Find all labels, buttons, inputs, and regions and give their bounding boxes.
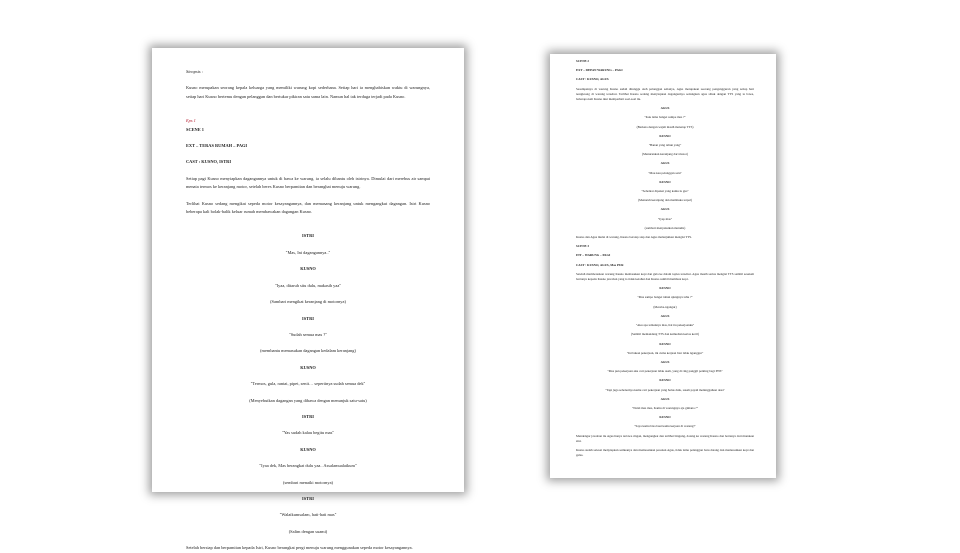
dialog-entry bbox=[186, 315, 430, 364]
dialog-line: "Yas sudah kalau begitu mas" bbox=[281, 430, 335, 436]
dialog-entry bbox=[186, 446, 430, 495]
dialog-speaker: KUSNO bbox=[659, 415, 671, 420]
scene-paragraph: Kusno dan Agus mulai di warung, Kusno bersiap siap dan Agus melanjutkan mengisi TTS. bbox=[576, 235, 693, 240]
dialog-line: "Iyaa, ditaruh situ dulu, makasih yaa" bbox=[274, 282, 342, 288]
scene-heading: SCENE 1 bbox=[186, 126, 204, 132]
dialog-line: "Mau kau pelanggan satu" bbox=[648, 170, 682, 175]
scene-location: INT – WARUNG – PAGI bbox=[576, 253, 611, 258]
dialog-entry bbox=[576, 342, 754, 360]
dialog-speaker: KUSNO bbox=[659, 341, 671, 346]
dialog-speaker: AGUS bbox=[660, 106, 670, 111]
dialog-speaker: AGUS bbox=[660, 359, 670, 364]
dialog-entry bbox=[576, 207, 754, 235]
dialog-list bbox=[576, 286, 754, 433]
dialog-speaker: ISTRI bbox=[302, 495, 314, 501]
dialog-line: "Mas sampe banget tahun ujungnya tahu ?" bbox=[637, 295, 693, 300]
dialog-speaker: KUSNO bbox=[659, 286, 671, 291]
dialog-action: (Menyebutkan dagangan yang dibawa dengan menunjuk satu-satu) bbox=[249, 397, 367, 403]
dialog-action: (Meraba-ngangur) bbox=[653, 304, 677, 309]
dialog-speaker: AGUS bbox=[660, 313, 670, 318]
dialog-entry bbox=[576, 180, 754, 208]
dialog-entry bbox=[186, 413, 430, 446]
scene-location: EXT – DEPAN WARUNG – PAGI bbox=[576, 68, 623, 73]
scene-cast: CAST : KUSNO, AGUS bbox=[576, 77, 609, 82]
dialog-speaker: AGUS bbox=[660, 161, 670, 166]
dialog-line: "Iyaa dek, Mas berangkat dulu yaa.. Assalamualaikum" bbox=[259, 463, 357, 469]
dialog-line: "Kok lama banget sampe mas ?" bbox=[644, 115, 686, 120]
scene-paragraph: Mendengar jawaban itu Agus hanya tertawa ringan, mengangkat dan terlihat bingung, datang ke warung Kusno dan bertanya dari manakan sini. bbox=[576, 433, 754, 443]
dialog-entry bbox=[576, 415, 754, 433]
dialog-line: "Aku apa temannya mas, hal itu pekerjaanku" bbox=[635, 323, 695, 328]
dialog-speaker: KUSNO bbox=[300, 446, 316, 452]
dialog-entry bbox=[576, 314, 754, 342]
dialog-entry bbox=[576, 286, 754, 314]
dialog-list bbox=[186, 232, 430, 544]
dialog-speaker: ISTRI bbox=[302, 413, 314, 419]
dialog-line: "Tapi juga sebenarnya kamu cari pekerjaan yang halus dulu, susah payah meninggalkan desa" bbox=[605, 387, 725, 392]
dialog-entry bbox=[576, 378, 754, 396]
dialog-entry bbox=[576, 397, 754, 415]
dialog-speaker: AGUS bbox=[660, 396, 670, 401]
dialog-entry bbox=[576, 134, 754, 162]
dialog-entry bbox=[576, 360, 754, 378]
episode-label: Eps 1 bbox=[186, 118, 196, 124]
dialog-action: (Salim dengan suami) bbox=[288, 528, 328, 534]
sinopsis-label: Sinopsis : bbox=[186, 69, 204, 74]
closing-paragraph: Setelah bersiap dan berpamitan kepada Istri, Kusno berangkat pergi menuju warung menggunakan sepeda motor kesayangannya. bbox=[186, 545, 413, 551]
dialog-entry bbox=[576, 106, 754, 134]
dialog-action: (Sambari mengikat keranjang di motornya) bbox=[270, 299, 346, 305]
dialog-entry bbox=[576, 161, 754, 179]
dialog-line: "Sebentar dipakai yang kamu tu gus" bbox=[641, 189, 689, 194]
scene-paragraph: Setelah membereskan warung Kusno memasukan kopi dan gula ke dalam toples tersebut. Agus masih serius mengisi TTS sambil sesekali bertanya kepada Kusno jawaban yang ia tidak ketahui dan Kusno sambil membuat kopi. bbox=[576, 271, 754, 282]
dialog-action: (Menaruh keranjang dan membuka terpal) bbox=[638, 198, 692, 203]
dialog-entry bbox=[186, 364, 430, 413]
dialog-action: (Berkata dengan wajah masih menatap TTS) bbox=[636, 124, 694, 129]
dialog-line: "Mas pun pekerjaan aku cari pekerjaan tidak usah, yang di ring panggil penting bagi PNS" bbox=[607, 369, 723, 374]
dialog-list bbox=[576, 106, 754, 235]
dialog-entry bbox=[186, 495, 430, 544]
sinopsis-text: Kusno merupakan seorang kepala keluarga yang memiliki warung kopi sederhana. Setiap hari ia menghabiskan waktu di warungnya, setiap hari Kusno bertemu dengan pelanggan dan bertukar pikiran satu sama lain. Namun hal tak terduga terjadi pada Kusno. bbox=[186, 85, 430, 99]
scene-paragraph: Setiap pagi Kusno menyiapkan dagangannya untuk di bawa ke warung. ia selalu dibantu oleh istrinya. Dimulai dari merebus air sampai menata termos ke keranjang motor, setelah beres Kusno berpamitan dan beranghat menuju warung. bbox=[186, 175, 430, 190]
scene-cast: CAST : KUSNO, ISTRI bbox=[186, 159, 232, 165]
dialog-speaker: ISTRI bbox=[302, 233, 314, 239]
dialog-speaker: KUSNO bbox=[659, 378, 671, 383]
dialog-line: "Iyap mas" bbox=[657, 216, 673, 221]
dialog-speaker: KUSNO bbox=[659, 133, 671, 138]
dialog-line: "Nanti mas mas, Kamu di warungnya aja gimana ?" bbox=[631, 405, 699, 410]
dialog-line: "Sudah semua mas ?" bbox=[288, 331, 328, 337]
dialog-line: "Banan yang tahun yang" bbox=[648, 143, 682, 148]
script-page-1 bbox=[152, 48, 464, 551]
scene-cast: CAST : KUSNO, AGUS, Mas PUR bbox=[576, 262, 624, 267]
dialog-action: (sembari menaiki motornya) bbox=[283, 479, 333, 485]
scene-paragraph: Kusno sudah selesai menyiapkan semuanya dan memesankan pesanan Agus, tidak lama pelanggan baru datang dan memesankan kopi dan gelas. bbox=[576, 447, 754, 458]
scene-heading: SCENE 3 bbox=[576, 244, 590, 249]
dialog-line: "Saya kamu bisa buat kamu kerjaan di warung!" bbox=[634, 424, 696, 429]
dialog-line: "Mas, Ini dagangannya.." bbox=[285, 249, 331, 255]
dialog-action: (Menurunkan keranjang dari motor) bbox=[642, 152, 688, 157]
dialog-line: "Walaikumsalam, hati-hati mas" bbox=[279, 512, 337, 518]
dialog-speaker: ISTRI bbox=[302, 315, 314, 321]
scene-heading: SCENE 2 bbox=[576, 59, 590, 63]
dialog-action: (membantu memasukan dagangan kedalam keranjang) bbox=[260, 348, 356, 354]
dialog-speaker: KUSNO bbox=[659, 179, 671, 184]
dialog-line: "Termos, gula, rantai, pipet, senit… sepertinya sudah semua dek" bbox=[250, 381, 366, 387]
dialog-action: (Sambil memandang TTS dan kemudian kertas kecil) bbox=[630, 332, 700, 337]
dialog-entry bbox=[186, 232, 430, 265]
dialog-speaker: AGUS bbox=[660, 207, 670, 212]
dialog-action: (sambari menyaksikan menulis) bbox=[644, 225, 686, 230]
scene-location: EXT – TERAS RUMAH – PAGI bbox=[186, 143, 248, 149]
dialog-line: "Ini bukan pekerjaan, ini cuma kerjaan biar tidak nganggur" bbox=[626, 350, 704, 355]
script-page-2 bbox=[550, 54, 776, 478]
scene-paragraph: Terlihat Kusno sedang mengikat sepeda motor kesayangannya, dan memasang keranjang untuk mengangkut dagangan. Istri Kusno beberapa kali bolak-balik keluar rumah membawakan dagangan Kusno. bbox=[186, 200, 430, 215]
scene-paragraph: Sesampainya di warung Kusno sudah ditunggu oleh pelanggan setianya, Agus merupakan seorang pengangguran yang setiap hari nongkrong di warung tersebut. Terlihat Kusno sedang menyiapkan dagangannya sedangkan agus sibuk dengan TTS yang ia bawa, beberapa kali Kusno ikut memperhati soal-soal itu. bbox=[576, 86, 754, 102]
dialog-speaker: KUSNO bbox=[300, 266, 316, 272]
dialog-entry bbox=[186, 265, 430, 314]
dialog-speaker: KUSNO bbox=[300, 364, 316, 370]
